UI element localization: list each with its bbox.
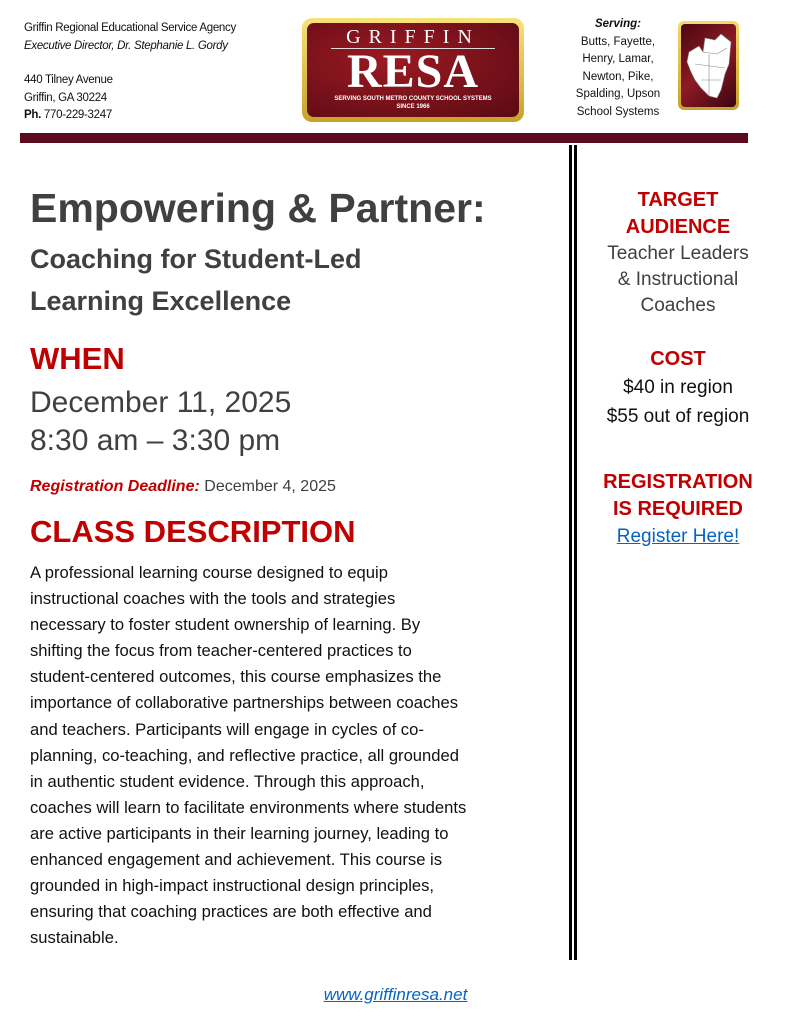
description-line: are active participants in their learning journey, leading to — [30, 823, 449, 843]
description-line: instructional coaches with the tools and strategies — [30, 589, 396, 609]
description-line: shifting the focus from teacher-centered practices to — [30, 641, 412, 661]
serving-line: Spalding, Upson — [575, 88, 661, 100]
header-divider — [20, 133, 748, 143]
director: Executive Director, Dr. Stephanie L. Gordy — [24, 39, 228, 52]
description-line: necessary to foster student ownership of learning. By — [30, 615, 421, 635]
city: Griffin, GA 30224 — [24, 91, 107, 104]
description-line: enhanced engagement and achievement. This course is — [30, 850, 443, 870]
description-line: grounded in high-impact instructional design principles, — [30, 876, 435, 896]
logo-since: SINCE 1966 — [396, 104, 430, 110]
event-time: 8:30 am – 3:30 pm — [30, 424, 281, 457]
serving-line: Henry, Lamar, — [582, 53, 654, 65]
description-line: student-centered outcomes, this course emphasizes the — [30, 667, 442, 687]
registration-section: REGISTRATION IS REQUIRED Register Here! — [603, 471, 753, 547]
event-datetime — [30, 384, 291, 460]
register-link[interactable]: Register Here! — [616, 526, 740, 547]
registration-deadline: Registration Deadline: December 4, 2025 — [30, 478, 336, 495]
class-description — [30, 560, 466, 951]
serving-list — [566, 16, 670, 121]
description-line: importance of collaborative partnerships between coaches — [30, 693, 458, 713]
serving-line: Newton, Pike, — [582, 70, 654, 83]
agency-address — [24, 20, 296, 125]
subtitle: Coaching for Student-Led Learning Excellence — [30, 244, 362, 316]
page-title: Empowering & Partner: — [30, 185, 486, 231]
serving-label: Serving: — [594, 18, 641, 30]
serving-line: School Systems — [576, 105, 660, 118]
event-date: December 11, 2025 — [30, 386, 292, 419]
description-line: ensuring that coaching practices are both effective and — [30, 902, 432, 922]
description-line: planning, co-teaching, and reflective practice, all grounded — [30, 745, 459, 765]
class-description-heading: CLASS DESCRIPTION — [30, 514, 356, 549]
logo-main: RESA — [346, 45, 480, 98]
phone: Ph. 770-229-3247 — [24, 109, 112, 121]
target-audience: TARGET AUDIENCE Teacher Leaders & Instructional Coaches — [607, 189, 749, 316]
logo-tagline: SERVING SOUTH METRO COUNTY SCHOOL SYSTEMS — [334, 96, 492, 102]
column-divider — [574, 145, 577, 960]
description-line: in authentic student evidence. Through this approach, — [30, 771, 425, 791]
description-line: coaches will learn to facilitate environments where students — [30, 797, 467, 817]
griffin-resa-logo — [302, 18, 524, 122]
when-heading: WHEN — [30, 341, 125, 376]
logo-top: GRIFFIN — [331, 23, 495, 49]
serving-line: Butts, Fayette, — [580, 35, 656, 48]
website-link[interactable]: www.griffinresa.net — [323, 985, 468, 1004]
footer — [0, 985, 791, 1005]
street: 440 Tilney Avenue — [24, 74, 113, 86]
description-line: A professional learning course designed to equip — [30, 563, 388, 582]
cost-section: COST $40 in region $55 out of region — [606, 348, 750, 427]
column-divider — [569, 145, 572, 960]
description-line: and teachers. Participants will engage in cycles of co- — [30, 719, 424, 739]
description-line: sustainable. — [30, 928, 119, 948]
region-map-icon — [678, 21, 739, 110]
agency-name: Griffin Regional Educational Service Agency — [24, 22, 236, 34]
